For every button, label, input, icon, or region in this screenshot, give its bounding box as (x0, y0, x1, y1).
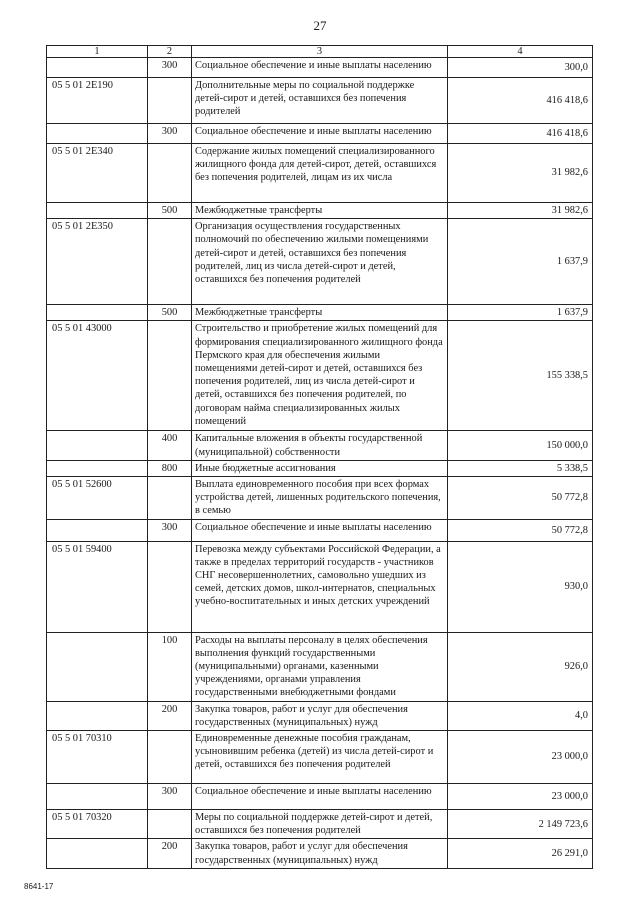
row-code (47, 203, 148, 219)
table-row (47, 810, 593, 839)
row-expense-type (148, 541, 192, 632)
row-name: Социальное обеспечение и иные выплаты населению (192, 124, 448, 144)
row-name: Единовременные денежные пособия гражданам, усыновившим ребенка (детей) из числа детей-сирот и детей, оставшихся без попечения родителей (192, 731, 448, 784)
row-name: Социальное обеспечение и иные выплаты населению (192, 58, 448, 78)
row-expense-type (148, 321, 192, 431)
row-code (47, 784, 148, 810)
row-code: 05 5 01 43000 (47, 321, 148, 431)
row-amount: 1 637,9 (448, 305, 593, 321)
row-amount: 4,0 (448, 701, 593, 730)
row-amount: 150 000,0 (448, 431, 593, 460)
row-name: Иные бюджетные ассигнования (192, 460, 448, 476)
row-expense-type: 500 (148, 203, 192, 219)
table-row (47, 839, 593, 868)
row-expense-type: 100 (148, 632, 192, 701)
row-expense-type (148, 810, 192, 839)
header-col-4: 4 (448, 46, 593, 58)
row-amount: 26 291,0 (448, 839, 593, 868)
row-code: 05 5 01 2E350 (47, 219, 148, 305)
row-amount: 2 149 723,6 (448, 810, 593, 839)
table-row (47, 519, 593, 541)
row-code: 05 5 01 59400 (47, 541, 148, 632)
row-code (47, 124, 148, 144)
row-name: Перевозка между субъектами Российской Федерации, а также в пределах территорий государств - участников СНГ несовершеннолетних, самовольно ушедших из семей, детских домов, школ-интернатов, специальных учебно-воспитательных и иных детских учреждений (192, 541, 448, 632)
page-number: 27 (313, 18, 327, 33)
header-col-1: 1 (47, 46, 148, 58)
table-row (47, 431, 593, 460)
row-expense-type: 300 (148, 58, 192, 78)
header-col-3: 3 (192, 46, 448, 58)
row-name: Меры по социальной поддержке детей-сирот и детей, оставшихся без попечения родителей (192, 810, 448, 839)
row-amount: 155 338,5 (448, 321, 593, 431)
row-name: Социальное обеспечение и иные выплаты населению (192, 784, 448, 810)
table-row (47, 219, 593, 305)
row-name: Строительство и приобретение жилых помещений для формирования специализированного жилищного фонда Пермского края для обеспечения жилыми помещениями детей-сирот и детей, оставшихся без попечения родителей, лиц из числа детей-сирот и детей, оставшихся без попечения родителей, по договорам найма специализированных жилых помещений (192, 321, 448, 431)
row-expense-type (148, 477, 192, 520)
row-expense-type (148, 144, 192, 203)
row-amount: 416 418,6 (448, 78, 593, 124)
row-expense-type: 500 (148, 305, 192, 321)
row-amount: 5 338,5 (448, 460, 593, 476)
row-code (47, 431, 148, 460)
row-expense-type: 200 (148, 839, 192, 868)
table-row (47, 321, 593, 431)
table-row (47, 731, 593, 784)
row-name: Закупка товаров, работ и услуг для обеспечения государственных (муниципальных) нужд (192, 839, 448, 868)
table-row (47, 78, 593, 124)
table-row (47, 124, 593, 144)
row-amount: 23 000,0 (448, 731, 593, 784)
header-row (47, 46, 593, 58)
row-amount: 31 982,6 (448, 144, 593, 203)
table-row (47, 144, 593, 203)
row-amount: 416 418,6 (448, 124, 593, 144)
row-code (47, 632, 148, 701)
table-row (47, 203, 593, 219)
row-name: Содержание жилых помещений специализированного жилищного фонда для детей-сирот, детей, оставшихся без попечения родителей, лицам из их числа (192, 144, 448, 203)
row-amount: 930,0 (448, 541, 593, 632)
row-name: Межбюджетные трансферты (192, 305, 448, 321)
row-amount: 50 772,8 (448, 519, 593, 541)
row-expense-type: 800 (148, 460, 192, 476)
row-expense-type (148, 219, 192, 305)
row-amount: 1 637,9 (448, 219, 593, 305)
row-code: 05 5 01 52600 (47, 477, 148, 520)
row-code (47, 519, 148, 541)
row-amount: 31 982,6 (448, 203, 593, 219)
table-body (47, 58, 593, 869)
row-expense-type: 300 (148, 784, 192, 810)
table-row (47, 541, 593, 632)
row-code (47, 460, 148, 476)
row-code: 05 5 01 70320 (47, 810, 148, 839)
row-name: Закупка товаров, работ и услуг для обеспечения государственных (муниципальных) нужд (192, 701, 448, 730)
row-code: 05 5 01 70310 (47, 731, 148, 784)
row-expense-type: 400 (148, 431, 192, 460)
table-row (47, 477, 593, 520)
row-code: 05 5 01 2E340 (47, 144, 148, 203)
document-code: 8641-17 (24, 882, 54, 891)
row-code (47, 701, 148, 730)
table-row (47, 460, 593, 476)
row-name: Выплата единовременного пособия при всех формах устройства детей, лишенных родительского попечения, в семью (192, 477, 448, 520)
row-code (47, 305, 148, 321)
row-name: Социальное обеспечение и иные выплаты населению (192, 519, 448, 541)
row-code: 05 5 01 2E190 (47, 78, 148, 124)
row-name: Расходы на выплаты персоналу в целях обеспечения выполнения функций государственными (муниципальными) органами, казенными учреждениями, органами управления государственными внебюджетными фондами (192, 632, 448, 701)
row-name: Организация осуществления государственных полномочий по обеспечению жилыми помещениями детей-сирот и детей, оставшихся без попечения родителей, лиц из числа детей-сирот и детей, оставшихся без попечения родителей (192, 219, 448, 305)
row-expense-type: 300 (148, 124, 192, 144)
table-row (47, 632, 593, 701)
table-row (47, 784, 593, 810)
row-amount: 23 000,0 (448, 784, 593, 810)
row-amount: 300,0 (448, 58, 593, 78)
row-amount: 50 772,8 (448, 477, 593, 520)
row-name: Дополнительные меры по социальной поддержке детей-сирот и детей, оставшихся без попечения родителей (192, 78, 448, 124)
table-row (47, 58, 593, 78)
table-row (47, 305, 593, 321)
row-name: Капитальные вложения в объекты государственной (муниципальной) собственности (192, 431, 448, 460)
row-code (47, 58, 148, 78)
row-expense-type (148, 78, 192, 124)
table-header (47, 46, 593, 58)
table-row (47, 701, 593, 730)
row-name: Межбюджетные трансферты (192, 203, 448, 219)
row-expense-type: 200 (148, 701, 192, 730)
row-amount: 926,0 (448, 632, 593, 701)
budget-table (46, 45, 593, 869)
row-expense-type: 300 (148, 519, 192, 541)
row-expense-type (148, 731, 192, 784)
header-col-2: 2 (148, 46, 192, 58)
row-code (47, 839, 148, 868)
